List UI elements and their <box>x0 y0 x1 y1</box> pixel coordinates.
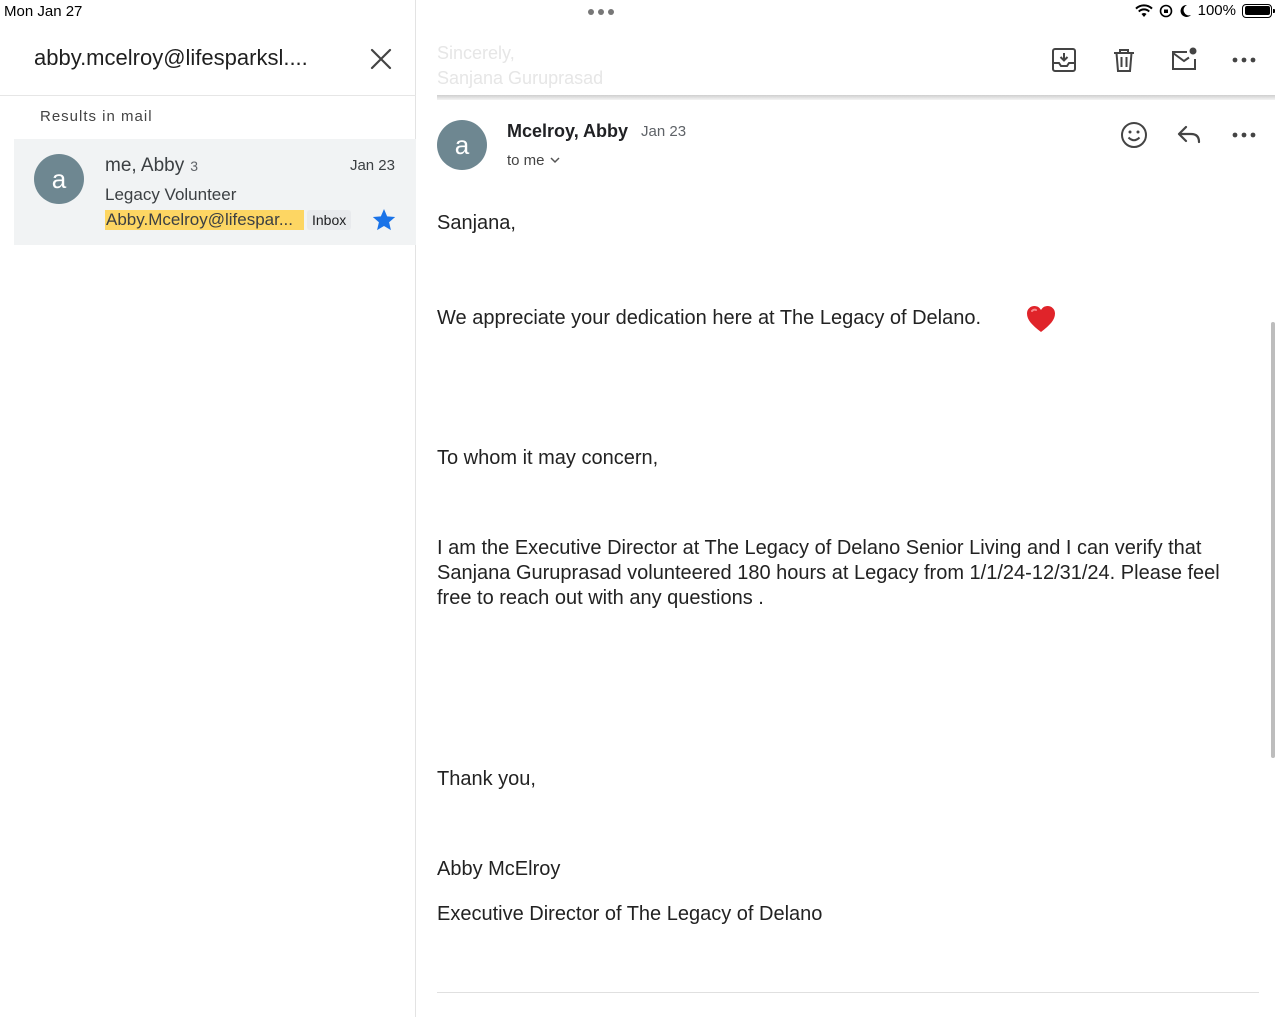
body-line-3: free to reach out with any questions . <box>437 587 764 609</box>
sender-avatar[interactable]: a <box>437 120 487 170</box>
red-heart-emoji-icon <box>1025 304 1057 334</box>
result-senders <box>105 155 198 177</box>
more-options-icon[interactable] <box>1229 45 1259 75</box>
recipient-label: to me <box>507 152 545 169</box>
trash-icon[interactable] <box>1109 45 1139 75</box>
ghost-line: Sincerely, <box>437 43 515 63</box>
close-search-button[interactable] <box>368 46 394 72</box>
sender-name: Mcelroy, Abby <box>507 121 629 141</box>
ghost-line: Sanjana Guruprasad <box>437 68 604 88</box>
archive-icon[interactable] <box>1049 45 1079 75</box>
battery-percent: 100% <box>1197 2 1236 19</box>
star-icon[interactable] <box>371 207 397 233</box>
result-subject: Legacy Volunteer <box>105 185 237 204</box>
body-line-1: I am the Executive Director at The Legacy of Delano Senior Living and I can verify that <box>437 537 1202 559</box>
chevron-down-icon <box>550 157 560 164</box>
signature-title: Executive Director of The Legacy of Delano <box>437 903 823 925</box>
email-reader <box>417 0 1280 1017</box>
quoted-text-faded <box>437 41 603 91</box>
result-row[interactable] <box>14 139 416 245</box>
result-date: Jan 23 <box>349 157 395 174</box>
salutation: To whom it may concern, <box>437 447 659 469</box>
body-line-2: Sanjana Guruprasad volunteered 180 hours at Legacy from 1/1/24-12/31/24. Please feel <box>437 562 1220 584</box>
signature-name: Abby McElroy <box>437 858 561 880</box>
sender-names: me, Abby <box>105 155 185 176</box>
search-query-input[interactable]: abby.mcelroy@lifesparksl.... <box>34 45 308 70</box>
appreciation-line: We appreciate your dedication here at The Legacy of Delano. <box>437 307 982 329</box>
message-date: Jan 23 <box>641 123 687 140</box>
closing: Thank you, <box>437 768 536 790</box>
avatar: a <box>34 154 84 204</box>
message-more-icon[interactable] <box>1229 120 1259 150</box>
search-results-pane <box>0 0 416 1017</box>
results-heading: Results in mail <box>40 108 153 125</box>
greeting: Sanjana, <box>437 212 516 234</box>
result-snippet: Abby.Mcelroy@lifespar... <box>105 210 304 230</box>
mark-unread-icon[interactable] <box>1169 44 1199 74</box>
toolbar-divider <box>437 95 1275 100</box>
emoji-reaction-icon[interactable] <box>1119 120 1149 150</box>
search-bar <box>0 30 416 96</box>
message-divider <box>437 992 1259 993</box>
inbox-label: Inbox <box>307 210 351 230</box>
thread-count: 3 <box>190 158 199 174</box>
reply-icon[interactable] <box>1174 120 1204 150</box>
scrollbar[interactable] <box>1271 322 1275 758</box>
status-time: Mon Jan 27 <box>4 3 83 20</box>
recipient-details-toggle[interactable] <box>507 152 560 169</box>
